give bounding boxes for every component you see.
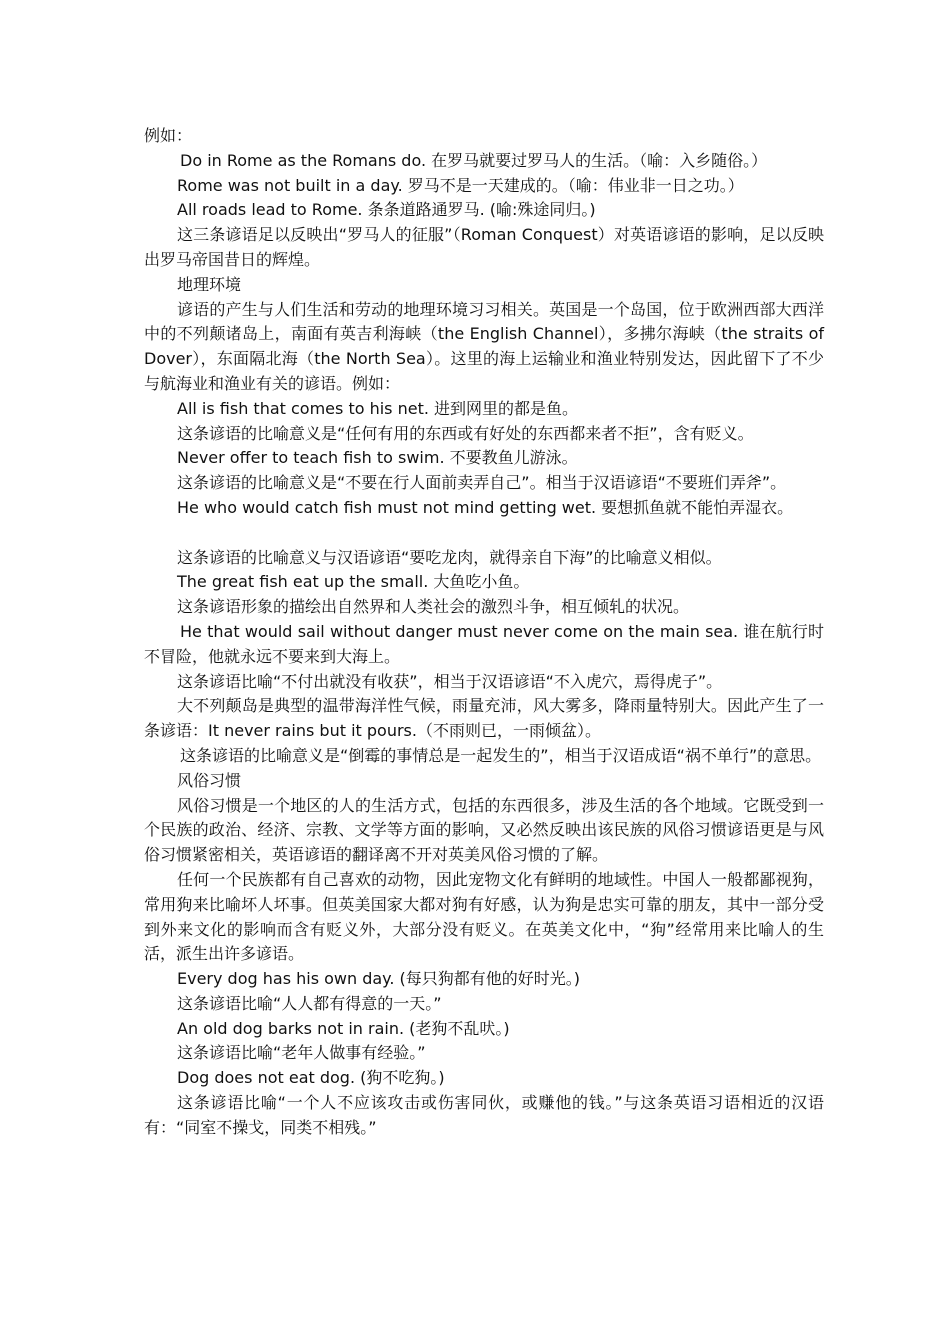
- explanation-every-dog: 这条谚语比喻“人人都有得意的一天。”: [177, 993, 442, 1013]
- proverb-old-dog: An old dog barks not in rain. (老狗不乱吠。): [177, 1018, 510, 1038]
- proverb-all-is-fish: All is fish that comes to his net. 进到网里的都是鱼。: [177, 398, 579, 418]
- document-body: [144, 124, 824, 1141]
- proverb-rome-not-built: Rome was not built in a day. 罗马不是一天建成的。（喻：伟业非一日之功。）: [177, 175, 744, 195]
- explanation-old-dog: 这条谚语比喻“老年人做事有经验。”: [177, 1043, 426, 1063]
- section-heading-geography: 地理环境: [177, 274, 242, 294]
- customs-paragraph: 风俗习惯是一个地区的人的生活方式，包括的东西很多，涉及生活的各个地域。它既受到一个民族的政治、经济、宗教、文学等方面的影响，又必然反映出该民族的风俗习惯谚语更是与风俗习惯紧密相关，英语谚语的翻译离不开对英美风俗习惯的了解。: [144, 795, 824, 865]
- geography-paragraph: 谚语的产生与人们生活和劳动的地理环境习习相关。英国是一个岛国，位于欧洲西部大西洋中的不列颠诸岛上，南面有英吉利海峡（the English Channel），多拂尔海峡（the straits of Dover），东面隔北海（the North Sea）。这里的海上运输业和渔业特别发达，因此留下了不少与航海业和渔业有关的谚语。例如：: [144, 299, 824, 393]
- proverb-catch-fish: He who would catch fish must not mind getting wet. 要想抓鱼就不能怕弄湿衣。: [177, 497, 794, 517]
- section-heading-customs: 风俗习惯: [177, 770, 242, 790]
- proverb-all-roads: All roads lead to Rome. 条条道路通罗马. (喻:殊途同归。): [177, 200, 596, 220]
- explanation-all-is-fish: 这条谚语的比喻意义是“任何有用的东西或有好处的东西都来者不拒”，含有贬义。: [177, 423, 754, 443]
- intro-line: 例如：: [144, 126, 193, 145]
- proverb-teach-fish: Never offer to teach fish to swim. 不要教鱼儿游泳。: [177, 448, 578, 468]
- explanation-sail-without-danger: 这条谚语比喻“不付出就没有收获”，相当于汉语谚语“不入虎穴，焉得虎子”。: [177, 671, 723, 691]
- proverb-great-fish: The great fish eat up the small. 大鱼吃小鱼。: [177, 572, 530, 592]
- roman-conquest-paragraph: 这三条谚语足以反映出“罗马人的征服”（Roman Conquest）对英语谚语的影响，足以反映出罗马帝国昔日的辉煌。: [144, 225, 824, 269]
- pet-culture-paragraph: 任何一个民族都有自己喜欢的动物，因此宠物文化有鲜明的地域性。中国人一般都鄙视狗，常用狗来比喻坏人坏事。但英美国家大都对狗有好感，认为狗是忠实可靠的朋友，其中一部分受到外来文化的影响而含有贬义外，大部分没有贬义。在英美文化中，“狗”经常用来比喻人的生活，派生出许多谚语。: [144, 869, 824, 964]
- climate-paragraph: 大不列颠岛是典型的温带海洋性气候，雨量充沛，风大雾多，降雨量特别大。因此产生了一条谚语：It never rains but it pours.（不雨则已，一雨倾盆）。: [144, 696, 824, 741]
- proverb-rome-romans: Do in Rome as the Romans do. 在罗马就要过罗马人的生活。（喻：入乡随俗。）: [180, 150, 768, 170]
- proverb-every-dog: Every dog has his own day. (每只狗都有他的好时光。): [177, 969, 581, 989]
- explanation-catch-fish: 这条谚语的比喻意义与汉语谚语“要吃龙肉，就得亲自下海”的比喻意义相似。: [177, 547, 722, 567]
- explanation-dog-eat-dog: 这条谚语比喻“一个人不应该攻击或伤害同伙，或赚他的钱。”与这条英语习语相近的汉语有：“同室不操戈，同类不相残。”: [144, 1093, 824, 1137]
- explanation-teach-fish: 这条谚语的比喻意义是“不要在行人面前卖弄自己”。相当于汉语谚语“不要班们弄斧”。: [177, 473, 787, 493]
- proverb-sail-without-danger: He that would sail without danger must never come on the main sea. 谁在航行时不冒险，他就永远不要来到大海上。: [144, 621, 824, 666]
- proverb-dog-eat-dog: Dog does not eat dog. (狗不吃狗。): [177, 1068, 445, 1088]
- explanation-great-fish: 这条谚语形象的描绘出自然界和人类社会的激烈斗争，相互倾轧的状况。: [177, 597, 690, 617]
- blank-line: [144, 521, 824, 546]
- explanation-rains-pours: 这条谚语的比喻意义是“倒霉的事情总是一起发生的”，相当于汉语成语“祸不单行”的意思。: [180, 745, 822, 765]
